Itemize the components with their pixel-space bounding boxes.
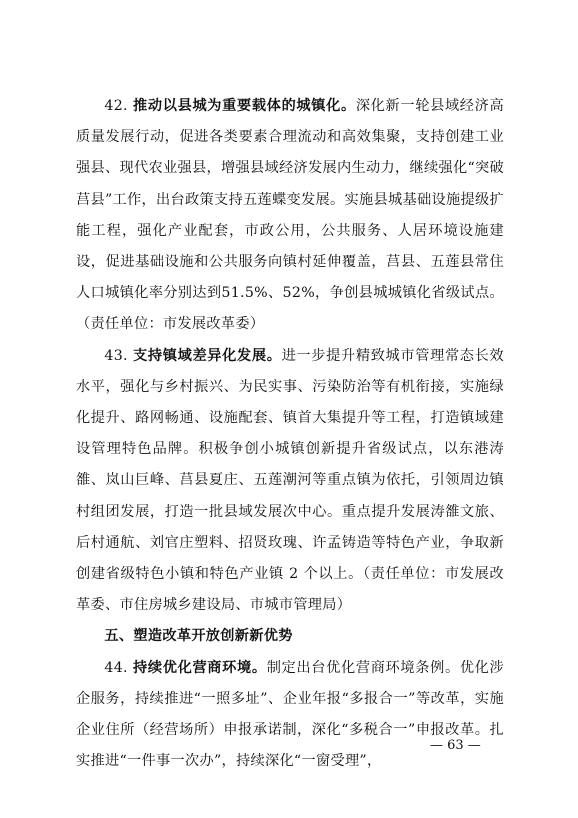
paragraph-44: [76, 653, 504, 778]
paragraph-lead: 推动以县城为重要载体的城镇化。: [133, 98, 356, 114]
paragraph-text: 深化新一轮县域经济高质量发展行动，促进各类要素合理流动和高效集聚，支持创建工业强县、现代农业强县，增强县域经济发展内生动力，继续强化“突破莒县”工作，出台政策支持五莲蝶变发展。实施县城基础设施提级扩能工程，强化产业配套，市政公用，公共服务、人居环境设施建设，促进基础设施和公共服务向镇村延伸覆盖，莒县、五莲县常住人口城镇化率分别达到51.5%、52%，争创县城城镇化省级试点。（责任单位：市发展改革委）: [76, 98, 504, 333]
paragraph-42: [76, 91, 504, 341]
paragraph-number: 43.: [104, 347, 128, 364]
paragraph-number: 42.: [104, 98, 128, 114]
paragraph-text: 制定出台优化营商环境条例。优化涉企服务，持续推进“一照多址”、企业年报“多报合一”等改革，实施企业住所（经营场所）申报承诺制，深化“多税合一”申报改革。扎实推进“一件事一次办”，持续深化“一窗受理”，: [76, 659, 505, 770]
paragraph-lead: 持续优化营商环境。: [133, 659, 267, 676]
section-heading: 五、塑造改革开放创新新优势: [104, 628, 293, 645]
paragraph-lead: 支持镇域差异化发展。: [133, 347, 282, 364]
paragraph-43: [76, 341, 504, 622]
document-body: [76, 91, 504, 777]
page-number: — 63 —: [430, 738, 481, 753]
paragraph-text: 进一步提升精致城市管理常态长效水平，强化与乡村振兴、为民实事、污染防治等有机衔接，实施绿化提升、路网畅通、设施配套、镇首大集提升等工程，打造镇域建设管理特色品牌。积极争创小城镇创新提升省级试点，以东港涛雒、岚山巨峰、莒县夏庄、五莲潮河等重点镇为依托，引领周边镇村组团发展，打造一批县域发展次中心。重点提升发展涛雒文旅、后村通航、刘官庄塑料、招贤玫瑰、许孟铸造等特色产业，争取新创建省级特色小镇和特色产业镇 2 个以上。（责任单位：市发展改革委、市住房城乡建设局、市城市管理局）: [76, 347, 504, 614]
paragraph-number: 44.: [104, 659, 128, 676]
